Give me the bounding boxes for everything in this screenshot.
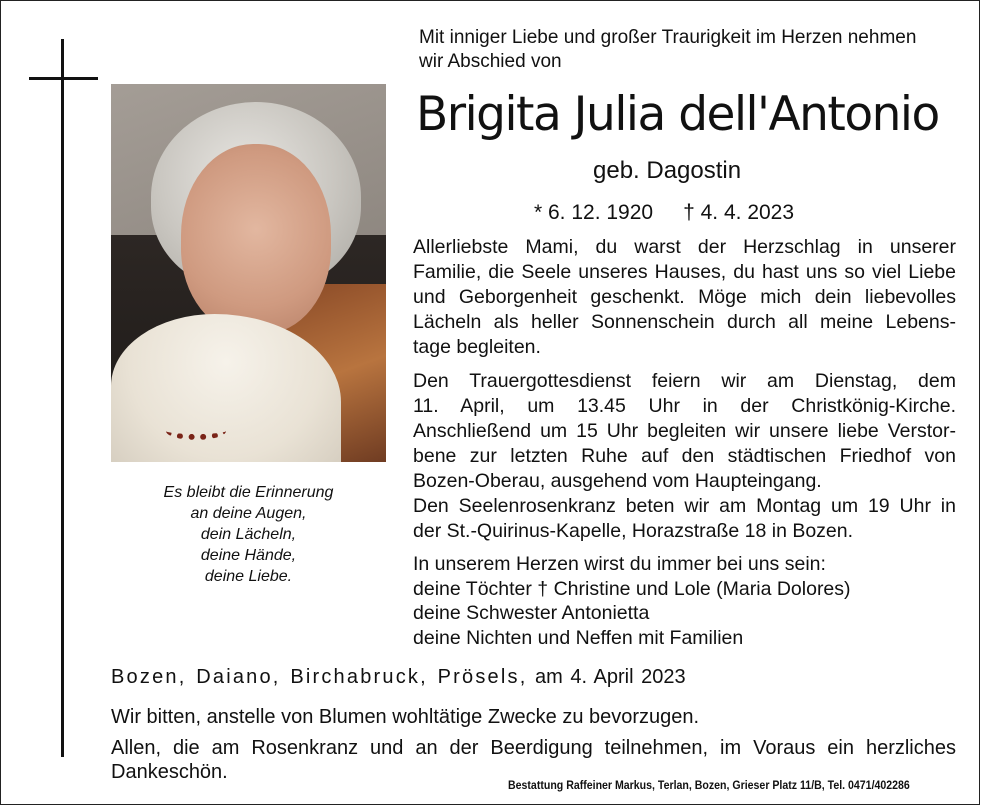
paragraph-line: Anschließend um 15 Uhr begleiten wir unsere liebe Verstor- bbox=[413, 420, 956, 442]
paragraph-line: bene zur letzten Ruhe auf den städtischen Friedhof von bbox=[413, 445, 956, 467]
cross-vertical-bar bbox=[61, 39, 64, 757]
paragraph-line: 11. April, um 13.45 Uhr in der Christkönig-Kirche. bbox=[413, 395, 956, 417]
thanks-text bbox=[111, 736, 956, 784]
intro-line: wir Abschied von bbox=[419, 51, 562, 72]
thanks-line: Dankeschön. bbox=[111, 761, 228, 783]
birth-name: geb. Dagostin bbox=[593, 157, 742, 184]
quote-line: an deine Augen, bbox=[190, 505, 307, 522]
paragraph-line: Familie, die Seele unseres Hauses, du hast uns so viel Liebe bbox=[413, 261, 956, 283]
paragraph-line: der St.-Quirinus-Kapelle, Horazstraße 18 in Bozen. bbox=[413, 520, 854, 542]
portrait-photo bbox=[111, 84, 386, 462]
mourners-list bbox=[413, 552, 958, 650]
paragraph-line: Allerliebste Mami, du warst der Herzschlag in unserer bbox=[413, 236, 956, 258]
paragraph-line: Lächeln als heller Sonnenschein durch all meine Lebens- bbox=[413, 311, 956, 333]
paragraph-line: Den Seelenrosenkranz beten wir am Montag um 19 Uhr in bbox=[413, 495, 956, 517]
mourners-line: deine Nichten und Neffen mit Familien bbox=[413, 626, 744, 649]
mourners-line: deine Schwester Antonietta bbox=[413, 602, 650, 624]
quote-line: dein Lächeln, bbox=[200, 526, 297, 543]
donation-request: Wir bitten, anstelle von Blumen wohltätige Zwecke zu bevorzugen. bbox=[111, 706, 700, 728]
life-dates bbox=[534, 199, 864, 227]
paragraph-line: tage begleiten. bbox=[413, 336, 541, 358]
intro-line: Mit inniger Liebe und großer Traurigkeit im Herzen nehmen bbox=[419, 27, 917, 48]
mourners-line: In unserem Herzen wirst du immer bei uns sein: bbox=[413, 553, 826, 575]
death-date: † 4. 4. 2023 bbox=[683, 201, 795, 224]
intro-text bbox=[419, 26, 959, 74]
place-and-date bbox=[111, 664, 811, 690]
cross-horizontal-bar bbox=[29, 77, 98, 80]
tribute-paragraph bbox=[413, 235, 956, 360]
quote-line: Es bleibt die Erinnerung bbox=[163, 484, 334, 501]
quote-line: deine Hände, bbox=[200, 547, 297, 564]
deceased-name: Brigita Julia dell'Antonio bbox=[416, 87, 939, 142]
birth-date: * 6. 12. 1920 bbox=[534, 201, 654, 224]
undertaker-footer: Bestattung Raffeiner Markus, Terlan, Bozen, Grieser Platz 11/B, Tel. 0471/402286 bbox=[508, 780, 910, 792]
service-details-paragraph bbox=[413, 369, 956, 544]
paragraph-line: Den Trauergottesdienst feiern wir am Dienstag, dem bbox=[413, 370, 956, 392]
mourners-line: deine Töchter † Christine und Lole (Maria Dolores) bbox=[413, 577, 851, 600]
paragraph-line: und Geborgenheit geschenkt. Möge mich dein liebevolles bbox=[413, 286, 956, 308]
places: Bozen, Daiano, Birchabruck, Prösels, bbox=[111, 666, 528, 688]
notice-date: am 4. April 2023 bbox=[535, 666, 686, 688]
quote-line: deine Liebe. bbox=[204, 568, 293, 585]
memorial-quote bbox=[121, 482, 376, 587]
paragraph-line: Bozen-Oberau, ausgehend vom Haupteingang. bbox=[413, 470, 822, 492]
thanks-line: Allen, die am Rosenkranz und an der Beerdigung teilnehmen, im Voraus ein herzliches bbox=[111, 737, 956, 759]
